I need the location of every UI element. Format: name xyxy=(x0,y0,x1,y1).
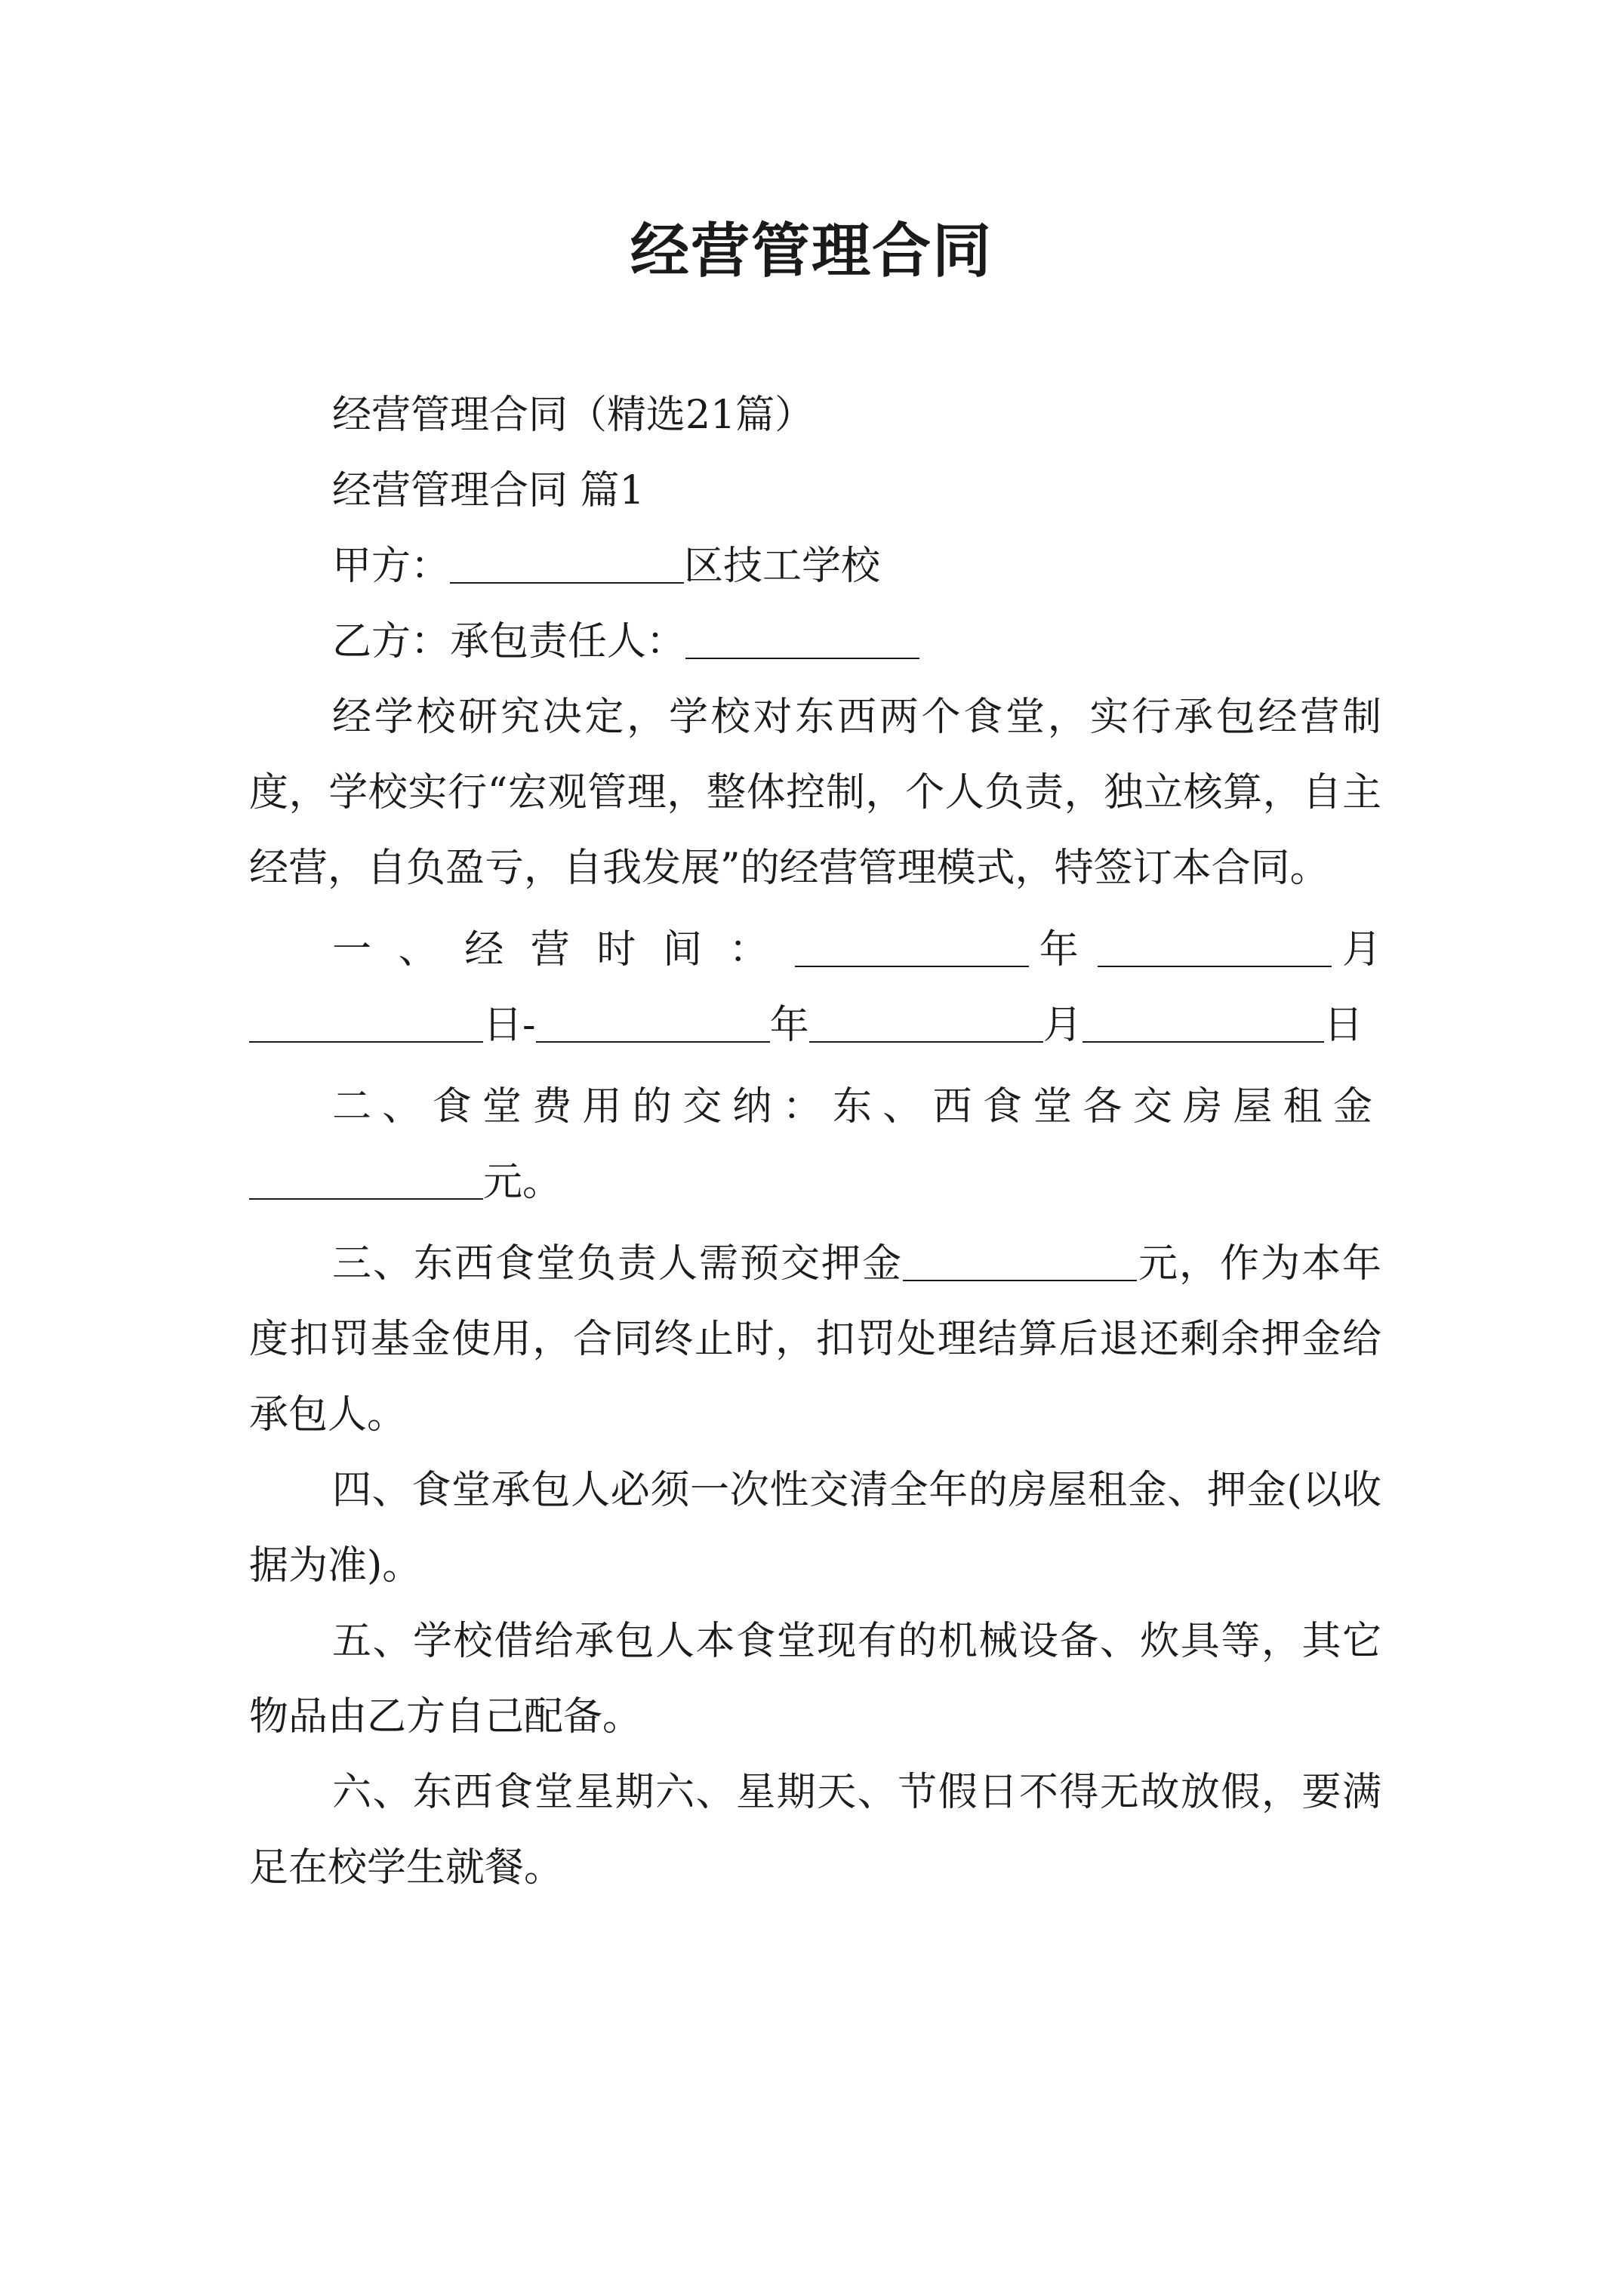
clause-1 xyxy=(249,912,1381,1063)
section-heading: 经营管理合同 篇1 xyxy=(332,468,645,513)
party-a-label: 甲方： xyxy=(332,544,451,589)
clause-2-blank xyxy=(249,1156,483,1200)
clause-1-month2: 月 xyxy=(1042,1003,1083,1048)
clause-5: 五、学校借给承包人本食堂现有的机械设备、炊具等，其它物品由乙方自己配备。 xyxy=(249,1619,1381,1740)
clause-1-day2: 日 xyxy=(1323,1003,1363,1048)
clause-1-year2: 年 xyxy=(769,1003,809,1048)
clause-1-month2-blank xyxy=(809,999,1043,1043)
clause-1-year2-blank xyxy=(536,999,770,1043)
clause-1-day2-blank xyxy=(1083,999,1324,1043)
clause-1-day1-blank xyxy=(249,999,483,1043)
clause-3-prefix: 三、东西食堂负责人需预交押金 xyxy=(332,1241,903,1287)
party-b-blank xyxy=(685,615,919,659)
clause-3 xyxy=(249,1226,1381,1453)
document-title: 经营管理合同 xyxy=(630,217,993,285)
clause-6: 六、东西食堂星期六、星期天、节假日不得无故放假，要满足在校学生就餐。 xyxy=(249,1770,1381,1891)
document-subtitle: 经营管理合同（精选21篇） xyxy=(332,393,815,438)
clause-1-year1-blank xyxy=(795,923,1029,967)
clause-2-suffix: 元。 xyxy=(483,1160,562,1205)
party-a-blank xyxy=(450,540,684,584)
party-a-line xyxy=(249,529,1381,604)
clause-2-text: 二、食堂费用的交纳：东、西食堂各交房屋租金 xyxy=(332,1084,1381,1130)
party-a-suffix: 区技工学校 xyxy=(684,544,881,589)
party-b-line xyxy=(249,604,1381,680)
clause-1-label: 一、经营时间： xyxy=(332,927,796,972)
clause-3-blank xyxy=(903,1237,1137,1281)
clause-1-day1-sep: 日- xyxy=(483,1003,536,1048)
clause-1-month1-blank xyxy=(1098,923,1332,967)
clause-4: 四、食堂承包人必须一次性交清全年的房屋租金、押金(以收据为准)。 xyxy=(249,1468,1381,1589)
clause-2 xyxy=(249,1069,1381,1220)
intro-paragraph: 经学校研究决定，学校对东西两个食堂，实行承包经营制度，学校实行“宏观管理，整体控制，个人负责，独立核算，自主经营，自负盈亏，自我发展”的经营管理模式，特签订本合同。 xyxy=(249,695,1381,891)
clause-1-year1: 年 xyxy=(1029,927,1098,972)
clause-3-suffix: 元，作为本年度扣罚基金使用，合同终止时，扣罚处理结算后退还剩余押金给承包人。 xyxy=(249,1241,1381,1438)
party-b-label: 乙方：承包责任人： xyxy=(332,619,686,664)
clause-1-month1: 月 xyxy=(1332,927,1381,972)
document-body xyxy=(249,378,1381,1906)
